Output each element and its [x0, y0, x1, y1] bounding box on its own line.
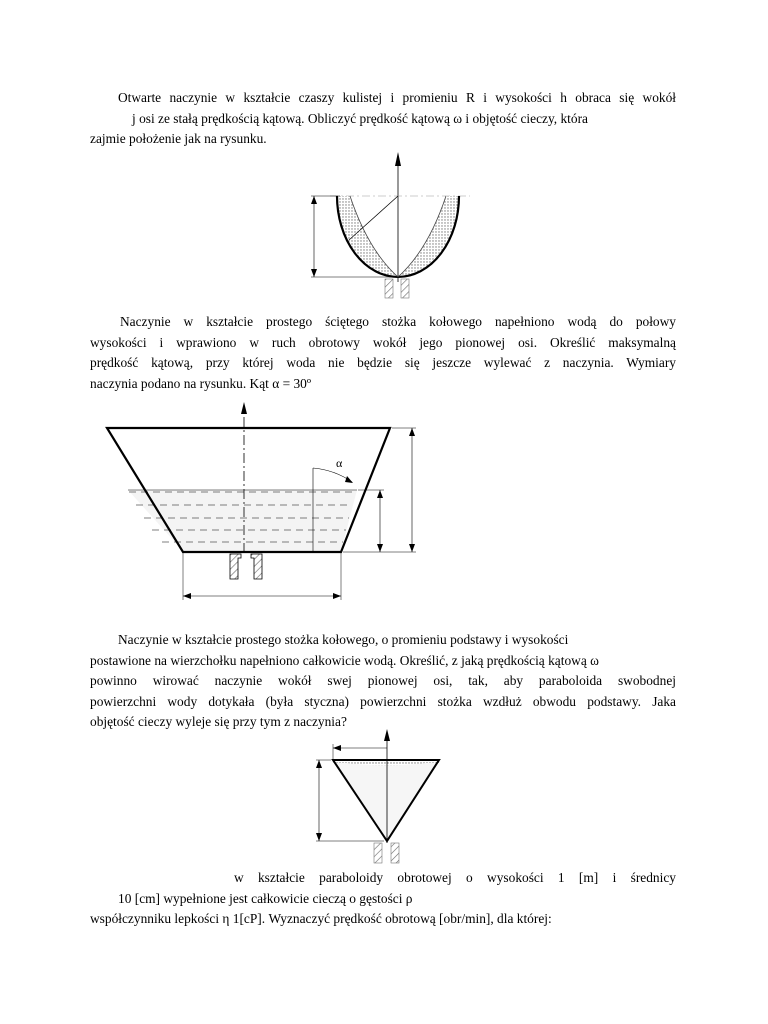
figure-3-inverted-cone — [316, 729, 439, 863]
problem-2-line-3: prędkość kątową, przy której woda nie będzie się jeszcze wylewać z naczynia. Wymiary — [90, 355, 676, 370]
figure-2-half-height-arrow-top-icon — [377, 490, 383, 498]
figure-3-height-arrow-top-icon — [316, 760, 322, 768]
problem-3-line-1: Naczynie w kształcie prostego stożka kołowego, o promieniu podstawy i wysokości — [118, 632, 569, 647]
problem-4-line-3: współczynniku lepkości η 1[cP]. Wyznaczyć prędkość obrotową [obr/min], dla której: — [90, 911, 552, 926]
figure-2-shaft-right — [251, 554, 262, 579]
problem-3-line-4: powierzchni wody dotykała (była styczna) powierzchni stożka wzdłuż obwodu podstawy. Jaka — [90, 693, 676, 709]
figure-2-bottom-width-arrow-right-icon — [333, 593, 341, 599]
problem-2-line-4: naczynia podano na rysunku. Kąt α = 30º — [90, 375, 312, 391]
figure-2-angle-label: α — [336, 456, 343, 470]
figure-2-angle-arrow-icon — [345, 476, 353, 483]
problem-4-line-1: w kształcie paraboloidy obrotowej o wysokości 1 [m] i średnicy — [234, 870, 676, 885]
figure-3-cone-interior — [333, 761, 439, 841]
figure-3-shaft-right — [391, 843, 399, 863]
problem-2-line-1: Naczynie w kształcie prostego ściętego stożka kołowego napełniono wodą do połowy — [120, 314, 676, 329]
figure-2-total-height-arrow-top-icon — [409, 428, 415, 436]
problem-1-line-2: j osi ze stałą prędkością kątową. Obliczyć prędkość kątową ω i objętość cieczy, która — [132, 110, 588, 126]
problem-4-line-2: 10 [cm] wypełnione jest całkowicie cieczą o gęstości ρ — [118, 890, 413, 906]
figure-1-axis-arrow-icon — [395, 152, 401, 166]
problem-1-line-1: Otwarte naczynie w kształcie czaszy kulistej i promieniu R i wysokości h obraca się wokół — [118, 90, 676, 105]
figure-2-axis-arrow-icon — [241, 402, 247, 414]
figure-1-height-arrow-bottom-icon — [311, 269, 317, 277]
figure-3-shaft-left — [374, 843, 382, 863]
figure-2-half-height-arrow-bottom-icon — [377, 544, 383, 552]
figure-1-height-arrow-top-icon — [311, 196, 317, 204]
figure-1-spherical-bowl — [311, 152, 470, 298]
figure-2-bottom-width-arrow-left-icon — [183, 593, 191, 599]
problem-3-line-3: powinno wirować naczynie wokół swej pionowej osi, tak, aby paraboloida swobodnej — [90, 673, 676, 688]
problem-1-line-3: zajmie położenie jak na rysunku. — [90, 131, 267, 146]
problem-2-line-2: wysokości i wprawiono w ruch obrotowy wokół jego pionowej osi. Określić maksymalną — [90, 334, 676, 350]
figure-3-radius-arrow-icon — [333, 745, 341, 751]
figure-2-shaft-left — [230, 554, 241, 579]
figure-2-total-height-arrow-bottom-icon — [409, 544, 415, 552]
problem-3-line-5: objętość cieczy wyleje się przy tym z naczynia? — [90, 714, 347, 729]
figure-1-shaft-right — [401, 279, 409, 298]
problem-3-line-2: postawione na wierzchołku napełniono całkowicie wodą. Określić, z jaką prędkością kątową ω — [90, 652, 599, 668]
figure-3-height-arrow-bottom-icon — [316, 833, 322, 841]
figure-3-axis-arrow-icon — [384, 729, 390, 741]
figure-2-truncated-cone — [107, 402, 416, 600]
figure-1-shaft-left — [385, 279, 393, 298]
